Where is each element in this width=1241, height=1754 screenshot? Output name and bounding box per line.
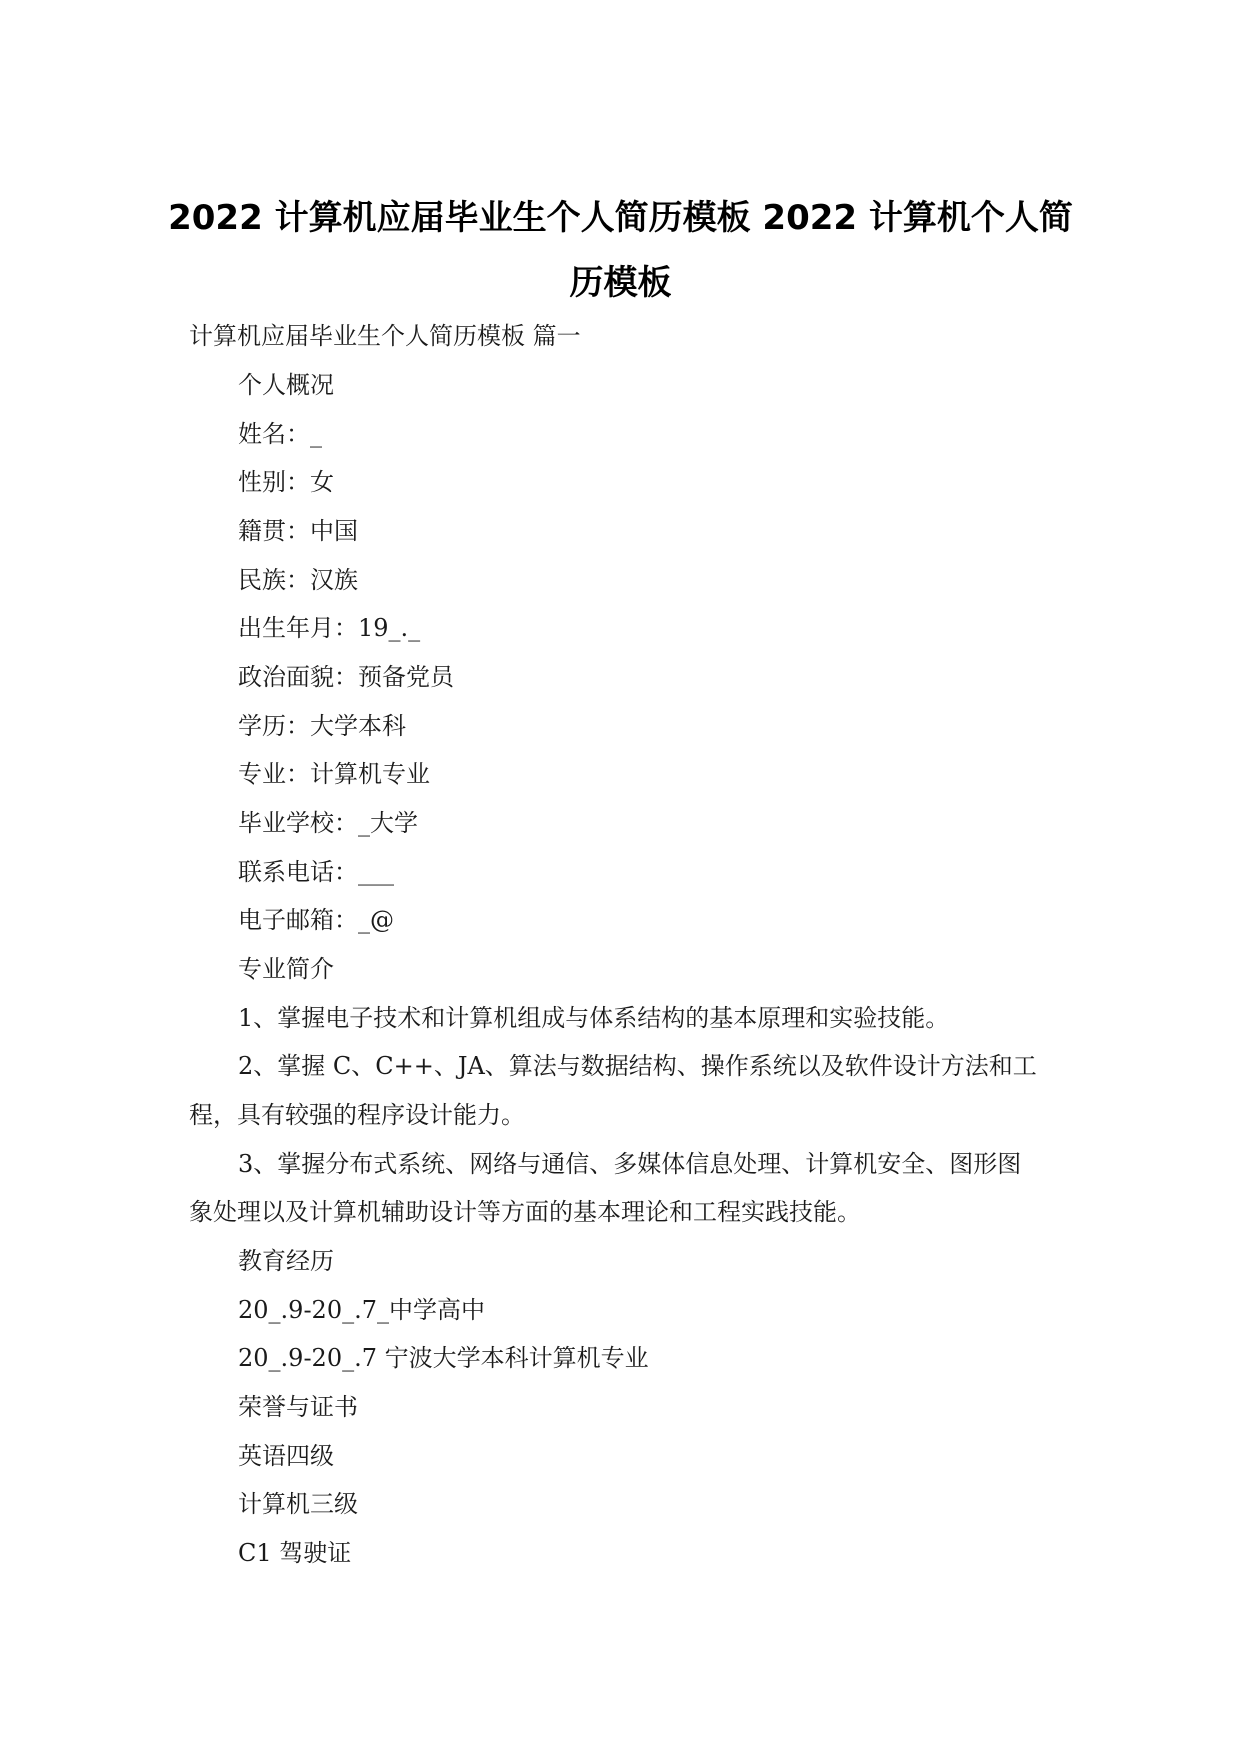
profile-phone: 联系电话：___ [238,858,394,886]
education-item-2: 20_.9-20_.7 宁波大学本科计算机专业 [238,1344,649,1372]
profile-name: 姓名：_ [238,420,322,448]
major-item-3-line-1: 3、掌握分布式系统、网络与通信、多媒体信息处理、计算机安全、图形图 [238,1150,1022,1178]
profile-major: 专业：计算机专业 [238,760,430,788]
education-item-1: 20_.9-20_.7_中学高中 [238,1296,485,1324]
profile-political-status: 政治面貌：预备党员 [238,663,454,691]
major-item-2-line-1: 2、掌握 C、C++、JA、算法与数据结构、操作系统以及软件设计方法和工 [238,1052,1037,1080]
profile-education-level: 学历：大学本科 [238,712,406,740]
honors-item-2: 计算机三级 [238,1490,358,1518]
honors-item-3: C1 驾驶证 [238,1539,352,1567]
profile-heading: 个人概况 [238,371,334,399]
profile-school: 毕业学校：_大学 [238,809,418,837]
honors-heading: 荣誉与证书 [238,1393,358,1421]
profile-email: 电子邮箱：_@ [238,906,394,934]
major-heading: 专业简介 [238,955,334,983]
document-title-line-1: 2022 计算机应届毕业生个人简历模板 2022 计算机个人简 [168,198,1073,238]
profile-gender: 性别：女 [238,468,334,496]
major-item-3-line-2: 象处理以及计算机辅助设计等方面的基本理论和工程实践技能。 [189,1198,861,1226]
education-heading: 教育经历 [238,1247,334,1275]
profile-birth: 出生年月：19_._ [238,614,421,642]
section-subtitle: 计算机应届毕业生个人简历模板 篇一 [189,322,581,350]
profile-ethnicity: 民族：汉族 [238,566,358,594]
major-item-2-line-2: 程，具有较强的程序设计能力。 [189,1101,525,1129]
document-title-line-2: 历模板 [569,263,672,303]
profile-origin: 籍贯：中国 [238,517,358,545]
honors-item-1: 英语四级 [238,1442,334,1470]
major-item-1: 1、掌握电子技术和计算机组成与体系结构的基本原理和实验技能。 [238,1004,950,1032]
